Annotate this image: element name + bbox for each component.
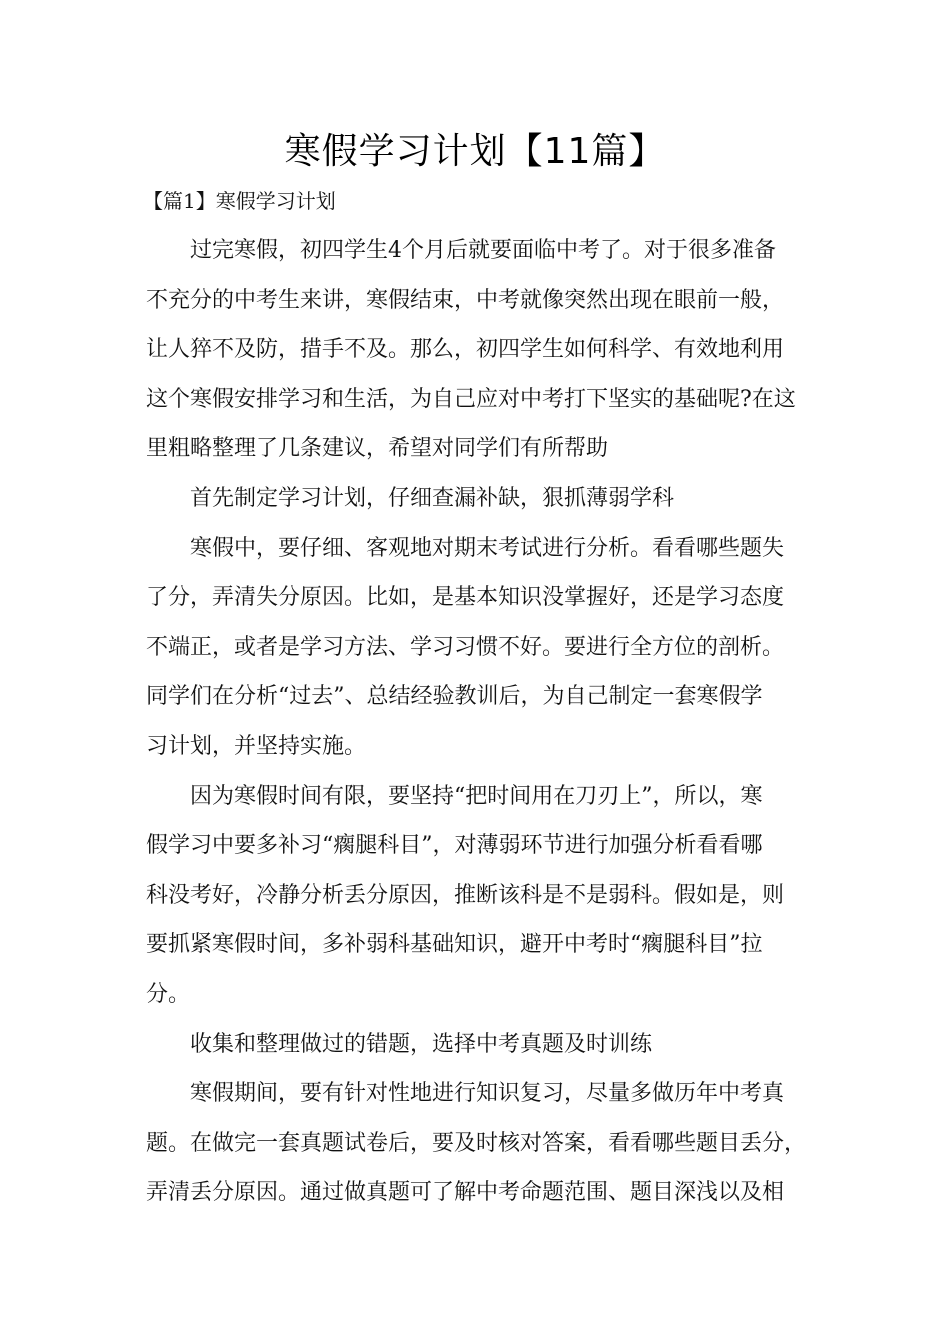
paragraph-line: 同学们在分析“过去”、总结经验教训后，为自己制定一套寒假学 [146, 684, 763, 710]
subheading-line: 收集和整理做过的错题，选择中考真题及时训练 [190, 1031, 653, 1057]
paragraph-line: 寒假期间，要有针对性地进行知识复习，尽量多做历年中考真 [190, 1081, 785, 1107]
paragraph-line: 科没考好，冷静分析丢分原因，推断该科是不是弱科。假如是，则 [146, 882, 785, 908]
paragraph-line: 要抓紧寒假时间，多补弱科基础知识，避开中考时“瘸腿科目”拉 [146, 932, 763, 958]
paragraph-line: 习计划，并坚持实施。 [146, 733, 367, 759]
paragraph-line: 不端正，或者是学习方法、学习习惯不好。要进行全方位的剖析。 [146, 634, 785, 660]
paragraph-line: 里粗略整理了几条建议，希望对同学们有所帮助 [146, 436, 609, 462]
paragraph-line: 题。在做完一套真题试卷后，要及时核对答案，看看哪些题目丢分， [146, 1130, 807, 1156]
paragraph-line: 了分，弄清失分原因。比如，是基本知识没掌握好，还是学习态度 [146, 585, 785, 611]
paragraph-line: 假学习中要多补习“瘸腿科目”，对薄弱环节进行加强分析看看哪 [146, 833, 763, 859]
paragraph-line: 寒假中，要仔细、客观地对期末考试进行分析。看看哪些题失 [190, 535, 785, 561]
paragraph-line: 弄清丢分原因。通过做真题可了解中考命题范围、题目深浅以及相 [146, 1180, 785, 1206]
paragraph-line: 过完寒假，初四学生4个月后就要面临中考了。对于很多准备 [190, 238, 776, 263]
section-heading: 【篇1】寒假学习计划 [143, 189, 336, 213]
paragraph-line: 不充分的中考生来讲，寒假结束，中考就像突然出现在眼前一般， [146, 287, 785, 313]
paragraph-line: 因为寒假时间有限，要坚持“把时间用在刀刃上”，所以，寒 [190, 783, 763, 809]
document-title: 寒假学习计划【11篇】 [284, 131, 666, 172]
paragraph-line: 这个寒假安排学习和生活，为自己应对中考打下坚实的基础呢?在这 [146, 386, 796, 412]
paragraph-line: 分。 [146, 981, 191, 1007]
paragraph-line: 让人猝不及防，措手不及。那么，初四学生如何科学、有效地利用 [146, 337, 785, 363]
document-body [146, 226, 826, 1218]
subheading-line: 首先制定学习计划，仔细查漏补缺，狠抓薄弱学科 [190, 485, 675, 511]
